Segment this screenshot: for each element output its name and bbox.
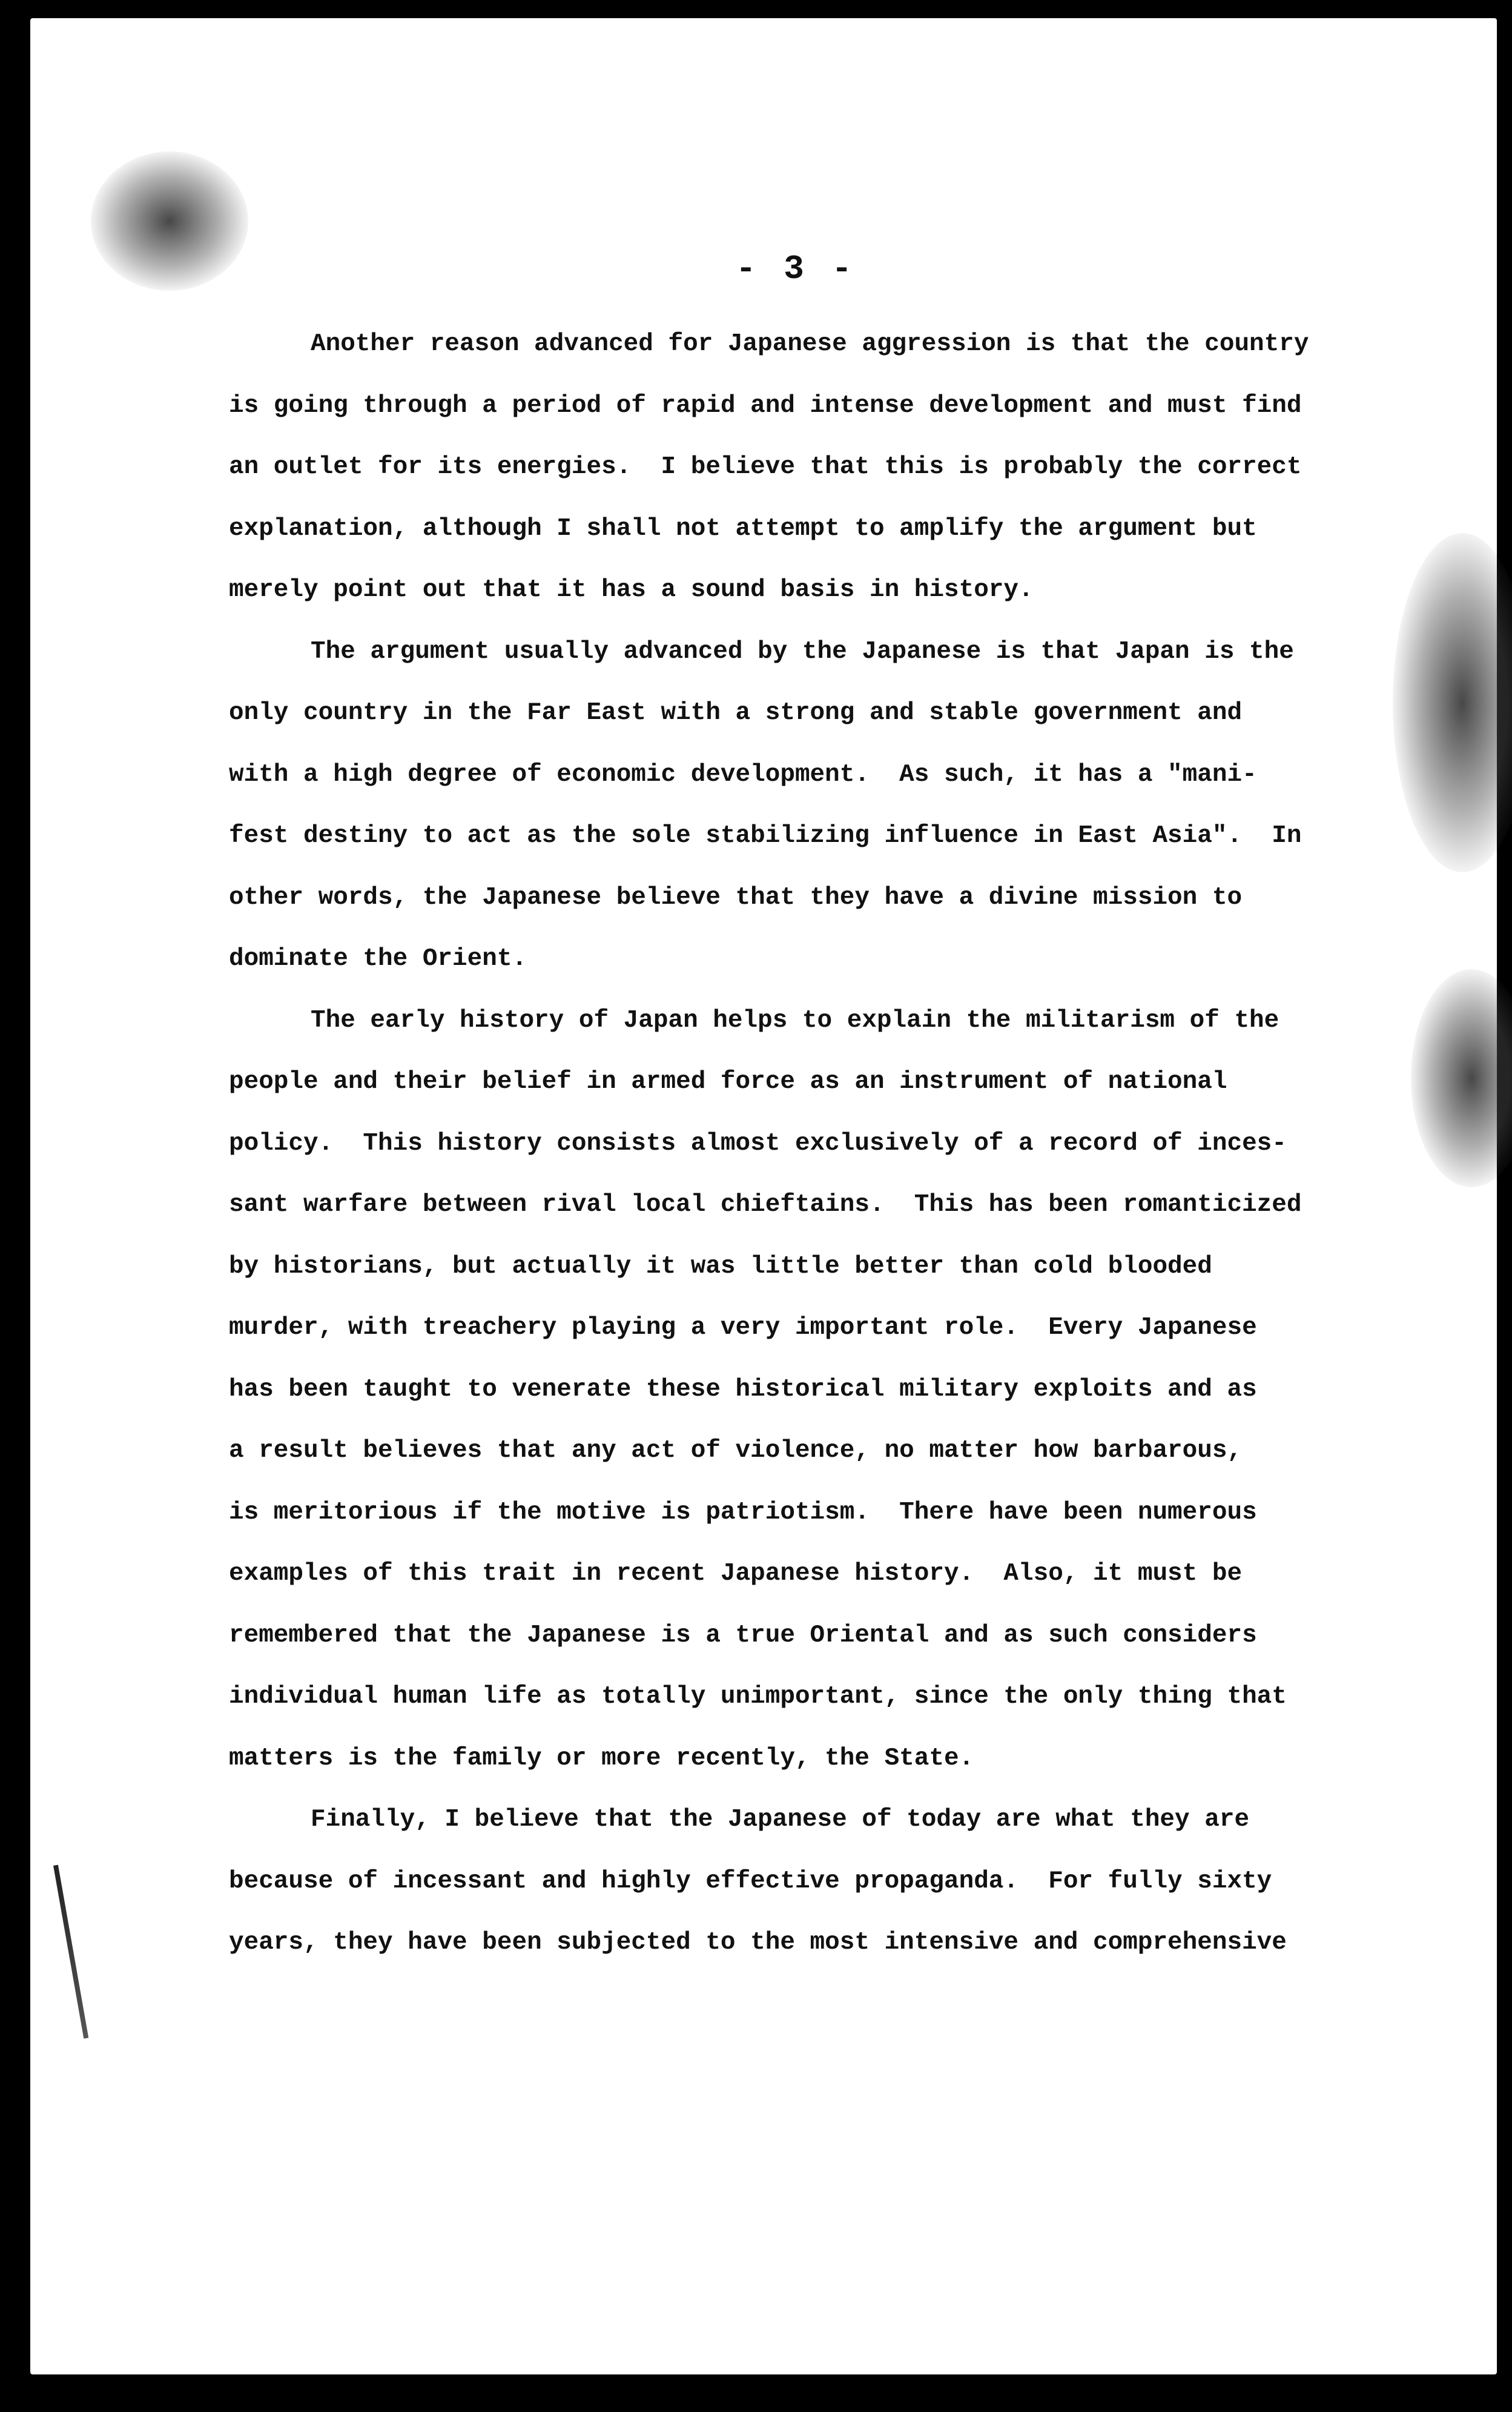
paragraph-line: because of incessant and highly effective propaganda. For fully sixty: [229, 1867, 1272, 1895]
paragraph-line: The early history of Japan helps to explain the militarism of the: [311, 1006, 1279, 1035]
paragraph-line: years, they have been subjected to the most intensive and comprehensive: [229, 1929, 1287, 1956]
paragraph-line: only country in the Far East with a strong and stable government and: [229, 699, 1243, 727]
paragraph-line: people and their belief in armed force as an instrument of national: [229, 1068, 1227, 1096]
paragraph-line: is going through a period of rapid and intense development and must find: [229, 391, 1302, 420]
paragraph-line: policy. This history consists almost exclusively of a record of inces-: [229, 1129, 1287, 1158]
paragraph-line: merely point out that it has a sound basis in history.: [229, 576, 1034, 604]
paragraph-line: explanation, although I shall not attempt to amplify the argument but: [229, 514, 1257, 543]
document-body: [229, 314, 1337, 1974]
paragraph-line: remembered that the Japanese is a true Oriental and as such considers: [229, 1621, 1257, 1649]
paragraph-line: individual human life as totally unimportant, since the only thing that: [229, 1683, 1287, 1711]
paragraph-line: with a high degree of economic development. As such, it has a "mani-: [229, 760, 1257, 789]
paragraph-line: matters is the family or more recently, the State.: [229, 1744, 974, 1772]
paragraph-line: dominate the Orient.: [229, 945, 527, 973]
paragraph-line: by historians, but actually it was little better than cold blooded: [229, 1252, 1212, 1281]
ink-smudge-top-left: [91, 151, 248, 291]
paragraph-line: a result believes that any act of violence, no matter how barbarous,: [229, 1437, 1243, 1465]
paragraph-line: Finally, I believe that the Japanese of today are what they are: [311, 1806, 1250, 1834]
paragraph-line: examples of this trait in recent Japanese history. Also, it must be: [229, 1560, 1243, 1588]
paragraph-line: sant warfare between rival local chieftains. This has been romanticized: [229, 1191, 1302, 1219]
paragraph-line: Another reason advanced for Japanese aggression is that the country: [311, 330, 1309, 358]
paragraph-line: other words, the Japanese believe that they have a divine mission to: [229, 883, 1243, 912]
paragraph-line: has been taught to venerate these historical military exploits and as: [229, 1375, 1257, 1403]
paragraph-line: fest destiny to act as the sole stabilizing influence in East Asia". In: [229, 822, 1302, 850]
paragraph-line: The argument usually advanced by the Japanese is that Japan is the: [311, 637, 1294, 666]
paragraph-line: murder, with treachery playing a very important role. Every Japanese: [229, 1314, 1257, 1342]
page-number: - 3 -: [736, 250, 856, 288]
paragraph-line: an outlet for its energies. I believe that this is probably the correct: [229, 453, 1302, 481]
paragraph-line: is meritorious if the motive is patriotism. There have been numerous: [229, 1498, 1257, 1526]
